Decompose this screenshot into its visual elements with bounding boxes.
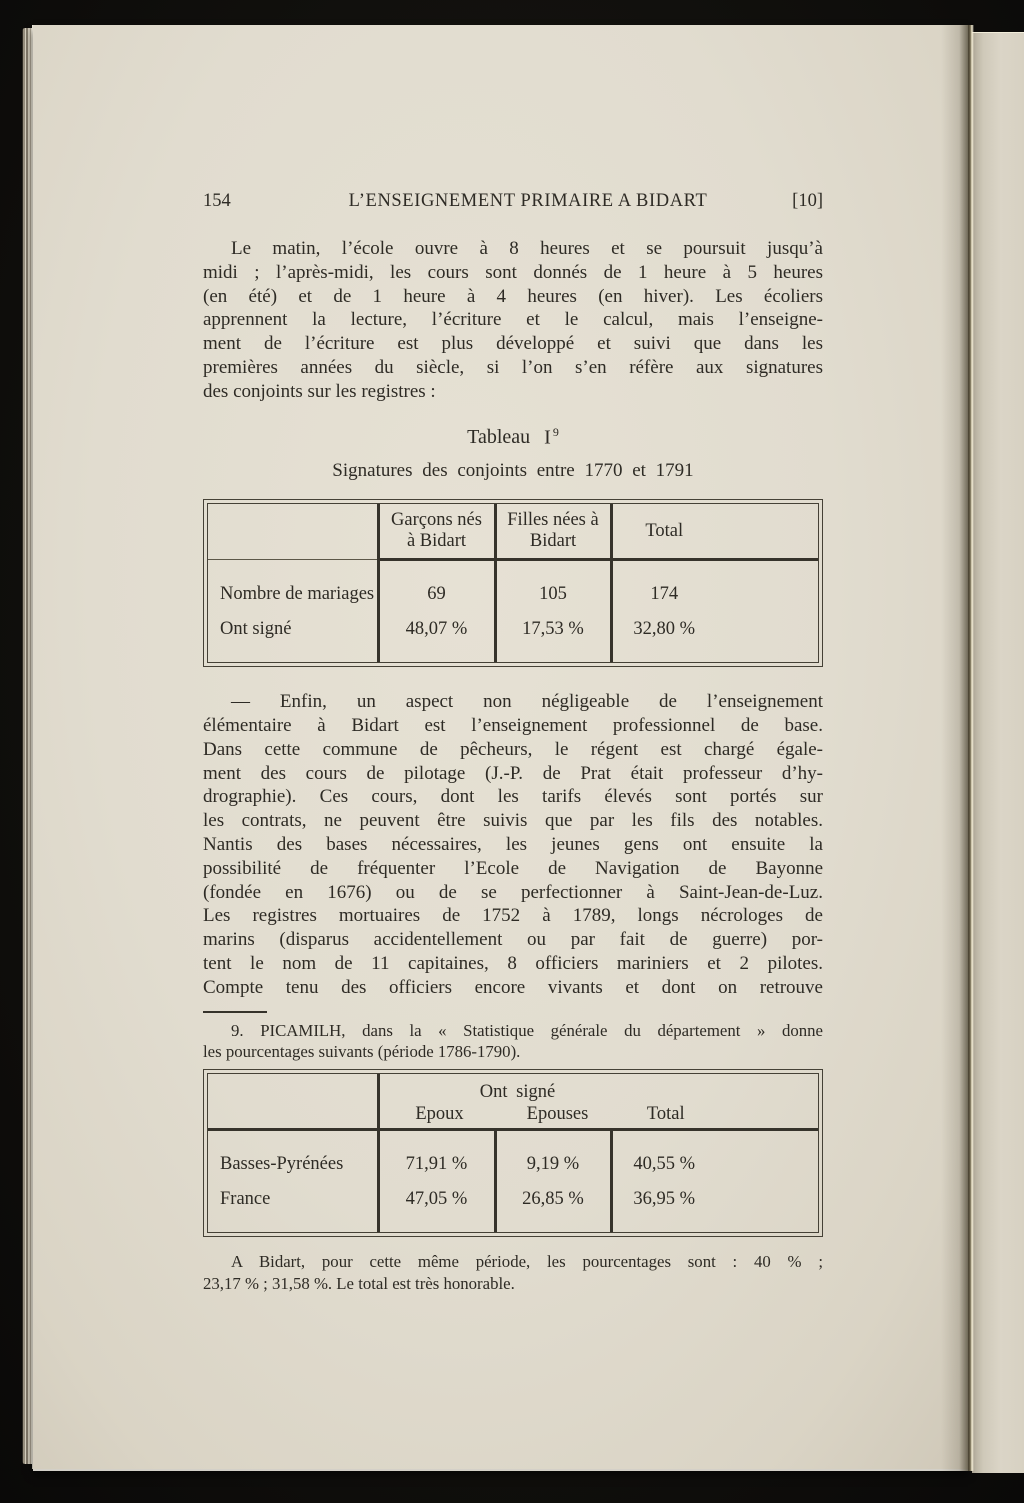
table1-cell: 174 — [611, 560, 818, 613]
footnote-picamilh — [203, 1020, 823, 1064]
page-number: 154 — [203, 191, 231, 211]
text-line: ment des cours de pilotage (J.-P. de Prat était professeur d’hy- — [203, 762, 823, 784]
book-page — [33, 25, 968, 1469]
table2-header-epouses: Epouses — [526, 1104, 589, 1125]
table2-header-total: Total — [646, 1104, 685, 1125]
paragraph-professional-training — [203, 690, 823, 999]
table2-cell: 26,85 % — [495, 1182, 611, 1232]
table1-cell: 105 — [495, 560, 611, 613]
text-line: midi ; l’après-midi, les cours sont donnés de 1 heure à 5 heures — [203, 261, 823, 283]
book-gutter-fold — [941, 25, 974, 1471]
table-row — [208, 1182, 818, 1232]
table-signatures-1770-1791 — [203, 499, 823, 667]
table1-header-total: Total — [611, 504, 818, 560]
footnote-separator-rule — [203, 1011, 267, 1013]
text-line: Le matin, l’école ouvre à 8 heures et se poursuit jusqu’à — [231, 238, 823, 259]
table-row — [208, 612, 818, 662]
text-line: A Bidart, pour cette même période, les pourcentages sont : 40 % ; — [231, 1252, 823, 1272]
table1-cell: 69 — [378, 560, 495, 613]
table1-header-row — [208, 504, 818, 560]
table2-cell: 47,05 % — [378, 1182, 495, 1232]
running-title: L’ENSEIGNEMENT PRIMAIRE A BIDART — [348, 191, 708, 211]
text-line: Les registres mortuaires de 1752 à 1789, longs nécrologes de — [203, 905, 823, 927]
table1-row-label: Nombre de mariages — [220, 583, 375, 604]
table1-row-label: Ont signé — [220, 619, 292, 640]
table1-cell: 48,07 % — [378, 612, 495, 662]
text-line: (en été) et de 1 heure à 4 heures (en hiver). Les écoliers — [203, 285, 823, 307]
text-line: Compte tenu des officiers encore vivants et dont on retrouve — [203, 976, 823, 998]
text-line: Dans cette commune de pêcheurs, le régent est chargé égale- — [203, 738, 823, 760]
text-line: drographie). Ces cours, dont les tarifs élevés sont portés sur — [203, 786, 823, 808]
table2-header-row — [208, 1074, 818, 1130]
table1-header-filles: Filles nées à Bidart — [495, 504, 611, 560]
facing-page-edge — [972, 33, 1024, 1473]
table-signatures-departement — [203, 1069, 823, 1237]
text-line: marins (disparus accidentellement ou par fait de guerre) por- — [203, 929, 823, 951]
table1-caption — [203, 425, 823, 483]
table2-cell: 40,55 % — [611, 1130, 818, 1183]
table1-header-garcons: Garçons nés à Bidart — [378, 504, 495, 560]
table2-header-group — [378, 1074, 818, 1130]
text-line: — Enfin, un aspect non négligeable de l’enseignement — [231, 691, 823, 713]
table2-header-empty — [208, 1074, 378, 1130]
table2-row-label: Basses-Pyrénées — [220, 1154, 344, 1175]
text-line: les pourcentages suivants (période 1786-1790). — [203, 1042, 521, 1062]
text-line: les contrats, ne peuvent être suivis que par les fils des notables. — [203, 810, 823, 832]
page-content — [203, 25, 823, 1295]
table-row — [208, 560, 818, 613]
table1-cell: 17,53 % — [495, 612, 611, 662]
text-line: Nantis des bases nécessaires, les jeunes gens ont ensuite la — [203, 834, 823, 856]
text-line: tent le nom de 11 capitaines, 8 officiers mariniers et 2 pilotes. — [203, 953, 823, 974]
text-line: 23,17 % ; 31,58 %. Le total est très honorable. — [203, 1273, 515, 1293]
table2-header-epoux: Epoux — [415, 1104, 464, 1125]
text-line: ment de l’écriture est plus développé et suivi que dans les — [203, 333, 823, 355]
running-head — [203, 191, 823, 212]
text-line: (fondée en 1676) ou de se perfectionner à Saint-Jean-de-Luz. — [203, 881, 823, 903]
text-line: possibilité de fréquenter l’Ecole de Navigation de Bayonne — [203, 857, 823, 879]
table1-header-empty — [208, 504, 378, 560]
paragraph-bidart-percentages — [203, 1251, 823, 1295]
table2-cell: 9,19 % — [495, 1130, 611, 1183]
table-row — [208, 1130, 818, 1183]
table2-group-label: Ont signé — [479, 1082, 556, 1103]
table2-row-label: France — [220, 1189, 271, 1210]
table1-cell: 32,80 % — [611, 612, 818, 662]
text-line: premières années du siècle, si l’on s’en réfère aux signatures — [203, 356, 823, 378]
paragraph-school-hours — [203, 237, 823, 404]
text-line: 9. PICAMILH, dans la « Statistique générale du département » donne — [231, 1020, 823, 1040]
column-reference: [10] — [792, 191, 823, 211]
table1-title: Tableau I $^9$ — [467, 424, 559, 449]
text-line: des conjoints sur les registres : — [203, 380, 436, 402]
text-line: élémentaire à Bidart est l’enseignement professionnel de base. — [203, 715, 823, 737]
text-line: apprennent la lecture, l’écriture et le calcul, mais l’enseigne- — [203, 309, 823, 331]
table2-cell: 71,91 % — [378, 1130, 495, 1183]
footnote-reference-mark: 9 — [552, 424, 559, 439]
table1-subtitle: Signatures des conjoints entre 1770 et 1791 — [332, 460, 694, 482]
table2-cell: 36,95 % — [611, 1182, 818, 1232]
